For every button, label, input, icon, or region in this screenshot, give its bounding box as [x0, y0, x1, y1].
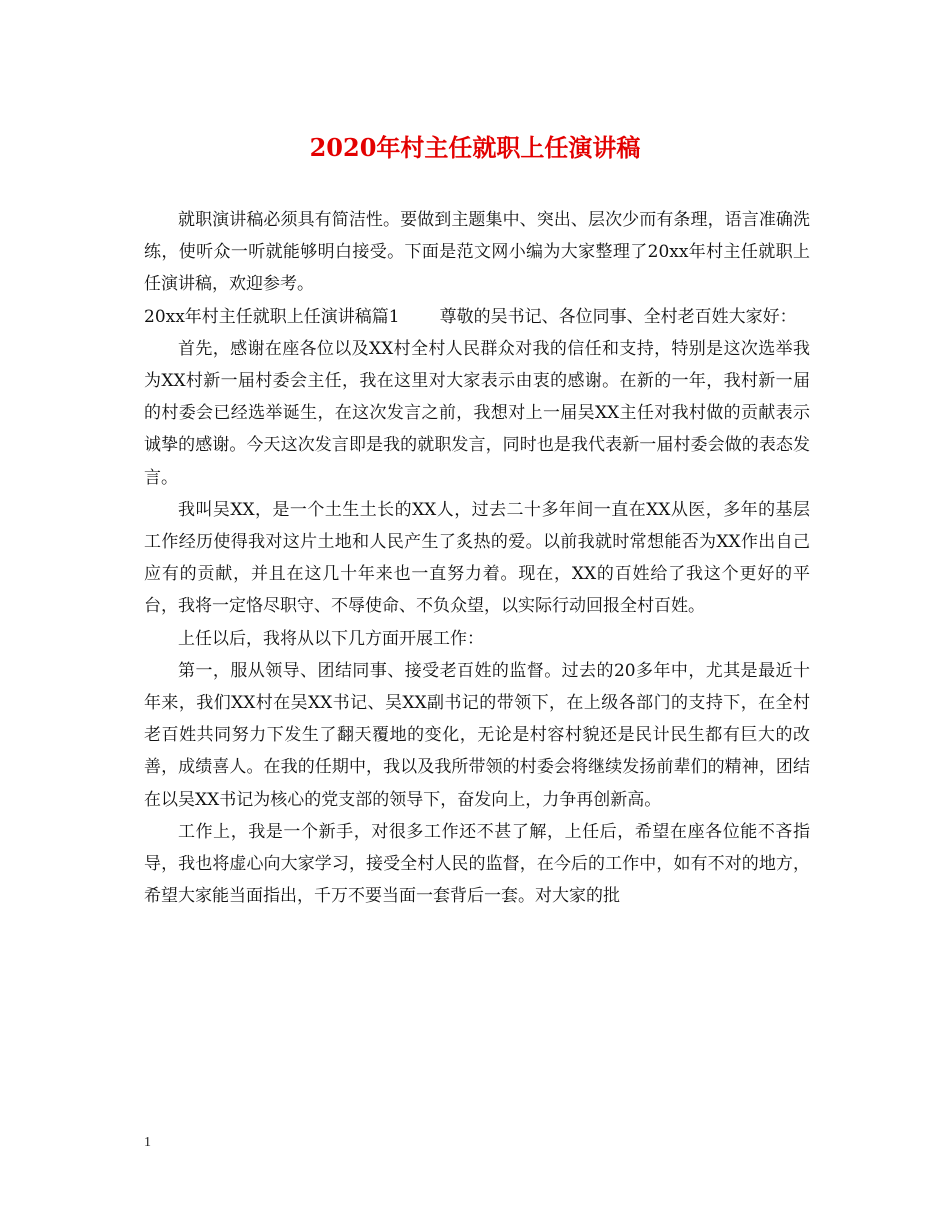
document-title: 2020年村主任就职上任演讲稿	[309, 133, 641, 162]
intro-paragraph: 就职演讲稿必须具有简洁性。要做到主题集中、突出、层次少而有条理，语言准确洗练，使听众一听就能够明白接受。下面是范文网小编为大家整理了20xx年村主任就职上任演讲稿，欢迎参考。	[144, 210, 810, 295]
document-body	[144, 204, 810, 912]
body-paragraph: 第一，服从领导、团结同事、接受老百姓的监督。过去的20多年中，尤其是最近十年来，我们XX村在吴XX书记、吴XX副书记的带领下，在上级各部门的支持下，在全村老百姓共同努力下发生了翻天覆地的变化，无论是村容村貌还是民计民生都有巨大的改善，成绩喜人。在我的任期中，我以及我所带领的村委会将继续发扬前辈们的精神，团结在以吴XX书记为核心的党支部的领导下，奋发向上，力争再创新高。	[144, 660, 810, 810]
body-paragraph: 首先，感谢在座各位以及XX村全村人民群众对我的信任和支持，特别是这次选举我为XX村新一届村委会主任，我在这里对大家表示由衷的感谢。在新的一年，我村新一届的村委会已经选举诞生，在这次发言之前，我想对上一届吴XX主任对我村做的贡献表示诚挚的感谢。今天这次发言即是我的就职发言，同时也是我代表新一届村委会做的表态发言。	[144, 338, 810, 488]
body-paragraph: 工作上，我是一个新手，对很多工作还不甚了解，上任后，希望在座各位能不吝指导，我也将虚心向大家学习，接受全村人民的监督，在今后的工作中，如有不对的地方，希望大家能当面指出，千万不要当面一套背后一套。对大家的批	[144, 821, 810, 907]
section-heading: 20xx年村主任就职上任演讲稿篇1	[144, 306, 400, 327]
salutation: 尊敬的吴书记、各位同事、全村老百姓大家好：	[439, 306, 797, 327]
body-paragraph: 上任以后，我将从以下几方面开展工作：	[178, 628, 484, 649]
page-number: 1	[144, 1135, 151, 1150]
section-heading-line	[144, 301, 810, 333]
body-paragraph: 我叫吴XX，是一个土生土长的XX人，过去二十多年间一直在XX从医，多年的基层工作经历使得我对这片土地和人民产生了炙热的爱。以前我就时常想能否为XX作出自己应有的贡献，并且在这几十年来也一直努力着。现在，XX的百姓给了我这个更好的平台，我将一定恪尽职守、不辱使命、不负众望，以实际行动回报全村百姓。	[144, 499, 810, 617]
